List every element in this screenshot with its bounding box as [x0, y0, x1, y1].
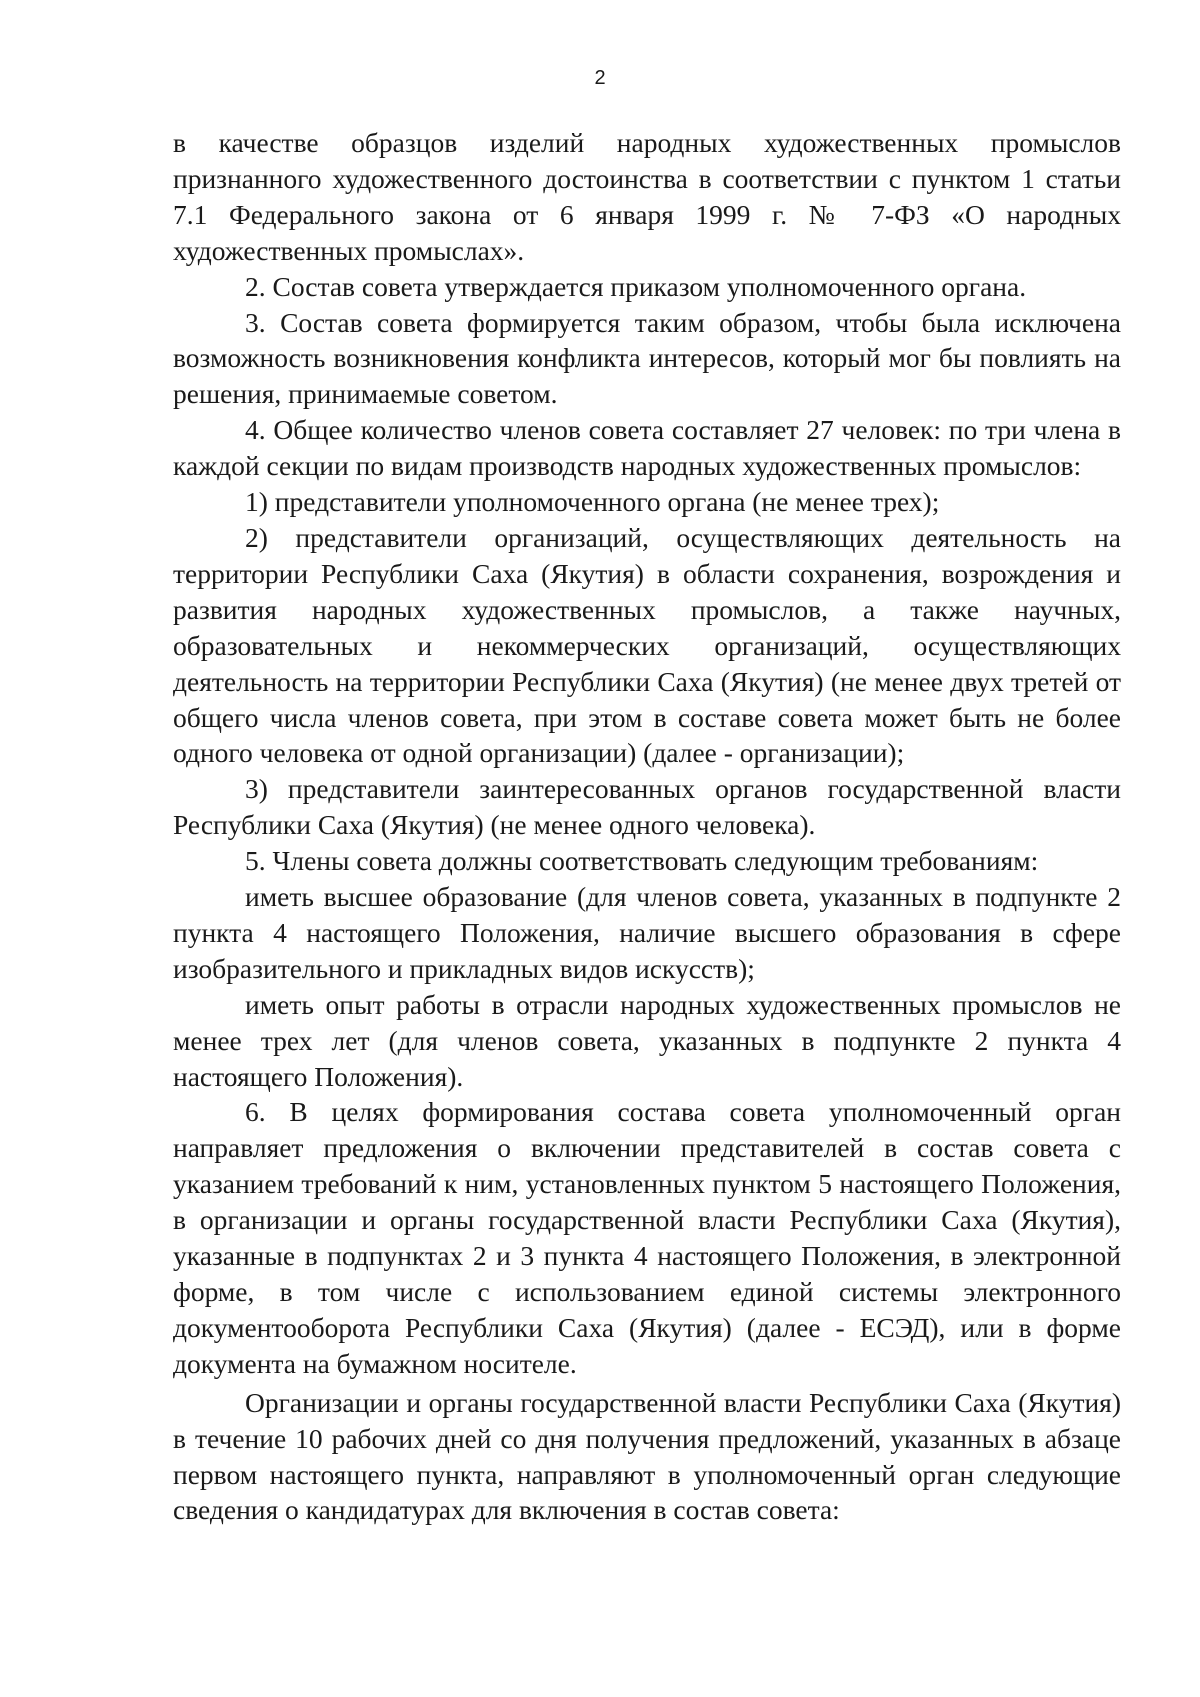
- paragraph-item-6: 6. В целях формирования состава совета уполномоченный орган направляет предложения о включении представителей в состав совета с указанием требований к ним, установленных пунктом 5 настоящего Положения, в организации и органы государственной власти Республики Саха (Якутия), указанные в подпунктах 2 и 3 пункта 4 настоящего Положения, в электронной форме, в том числе с использованием единой системы электронного документооборота Республики Саха (Якутия) (далее - ЕСЭД), или в форме документа на бумажном носителе.: [173, 1096, 1121, 1379]
- paragraph-subitem-1: 1) представители уполномоченного органа (не менее трех);: [245, 486, 940, 518]
- paragraph-organizations-response: Организации и органы государственной власти Республики Саха (Якутия) в течение 10 рабочих дней со дня получения предложений, указанных в абзаце первом настоящего пункта, направляют в уполномоченный орган следующие сведения о кандидатурах для включения в состав совета:: [173, 1386, 1121, 1526]
- paragraph-subitem-3: 3) представители заинтересованных органов государственной власти Республики Саха (Якутия) (не менее одного человека).: [173, 773, 1121, 841]
- paragraph-requirement-education: иметь высшее образование (для членов совета, указанных в подпункте 2 пункта 4 настоящего Положения, наличие высшего образования в сфере изобразительного и прикладных видов искусств);: [173, 881, 1121, 984]
- paragraph-requirement-experience: иметь опыт работы в отрасли народных художественных промыслов не менее трех лет (для членов совета, указанных в подпункте 2 пункта 4 настоящего Положения).: [173, 988, 1121, 1092]
- paragraph-continuation: в качестве образцов изделий народных художественных промыслов признанного художественного достоинства в соответствии с пунктом 1 статьи 7.1 Федерального закона от 6 января 1999 г. № 7-ФЗ «О народных художественных промыслах».: [173, 127, 1121, 266]
- paragraph-item-2: 2. Состав совета утверждается приказом уполномоченного органа.: [245, 270, 1027, 302]
- paragraph-subitem-2: 2) представители организаций, осуществляющих деятельность на территории Республики Саха (Якутия) в области сохранения, возрождения и развития народных художественных промыслов, а также научных, образовательных и некоммерческих организаций, осуществляющих деятельность на территории Республики Саха (Якутия) (не менее двух третей от общего числа членов совета, при этом в составе совета может быть не более одного человека от одной организации) (далее - организации);: [173, 521, 1121, 769]
- paragraph-item-3: 3. Состав совета формируется таким образом, чтобы была исключена возможность возникновения конфликта интересов, который мог бы повлиять на решения, принимаемые советом.: [173, 306, 1121, 410]
- page-number: 2: [594, 67, 606, 89]
- paragraph-item-4: 4. Общее количество членов совета составляет 27 человек: по три члена в каждой секции по видам производств народных художественных промыслов:: [173, 414, 1121, 482]
- paragraph-item-5: 5. Члены совета должны соответствовать следующим требованиям:: [245, 845, 1039, 877]
- document-body: [173, 125, 1121, 1528]
